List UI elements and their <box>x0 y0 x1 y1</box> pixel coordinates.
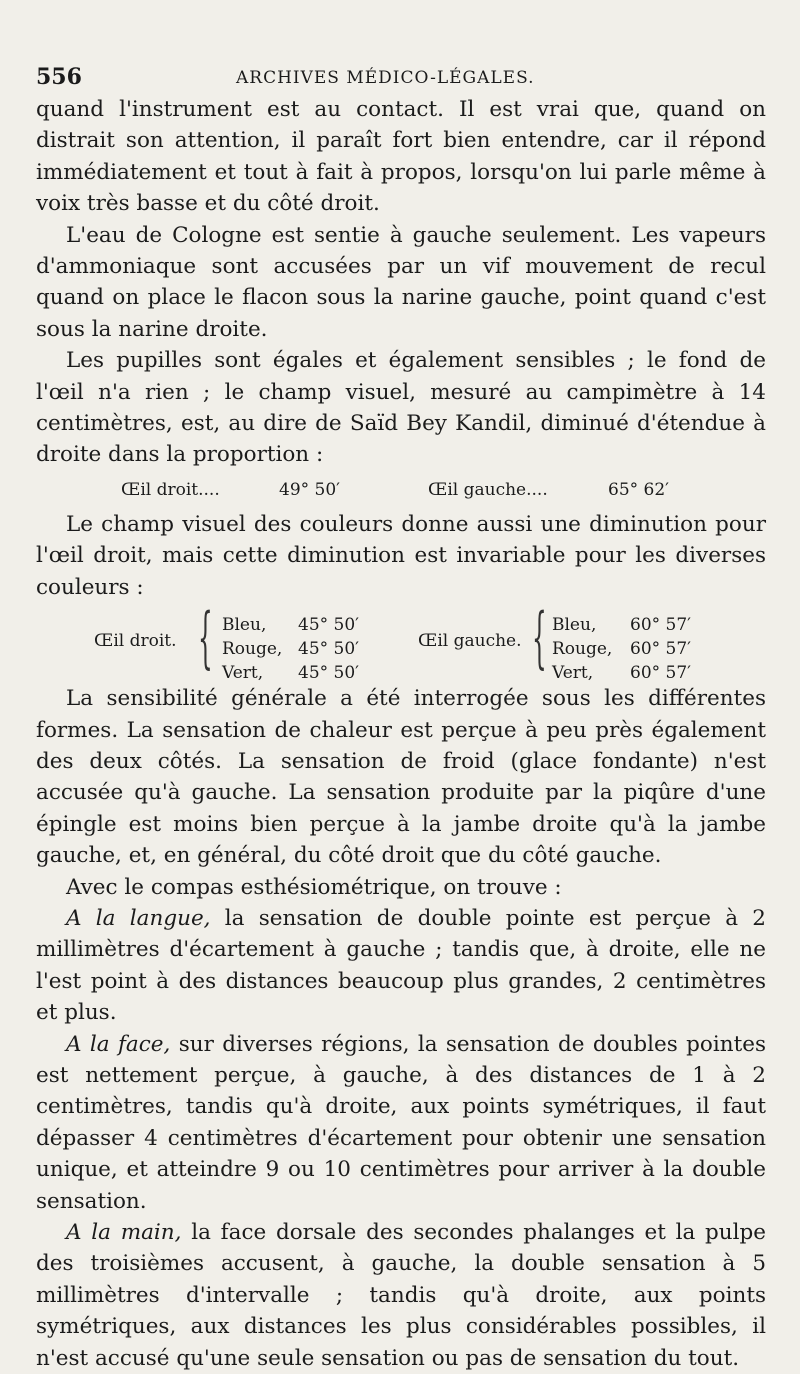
paragraph-4: Le champ visuel des couleurs donne aussi une diminution pour l'œil droit, mais cette diminution est invariable pour les diverses couleurs : <box>36 511 766 600</box>
paragraph-9-text: la face dorsale des secondes phalanges et la pulpe des troisièmes accusent, à gauche, la double sensation à 5 millimètres d'intervalle ; tandis qu'à droite, aux points symétriques, aux distances les plus considérables possibles, il n'est accusé qu'une seule sensation ou pas de sensation du tout. <box>36 1220 767 1371</box>
paragraph-7 <box>36 903 766 1029</box>
paragraph-8-text: sur diverses régions, la sensation de doubles pointes est nettement perçue, à gauche, à des distances de 1 à 2 centimètres, tandis qu'à droite, aux points symétriques, il faut dépasser 4 centimètres d'écartement pour obtenir une sensation unique, et atteindre 9 ou 10 centimètres pour arriver à la double sensation. <box>36 1031 766 1214</box>
right-brace: { <box>198 599 213 677</box>
left-eye-label: Œil gauche.... <box>428 479 548 500</box>
paragraph-8 <box>36 1029 766 1217</box>
page-number: 556 <box>36 64 82 90</box>
paragraph-3: Les pupilles sont égales et également sensibles ; le fond de l'œil n'a rien ; le champ visuel, mesuré au campimètre à 14 centimètres, est, au dire de Saïd Bey Kandil, diminué d'étendue à droite dans la proportion : <box>36 348 766 468</box>
left-value-row-1: 60° 57′ <box>630 639 692 660</box>
paragraph-7-lead: A la langue, <box>66 905 211 931</box>
left-color-row-2: Vert, <box>552 663 594 684</box>
right-eye-color-label: Œil droit. <box>94 631 177 652</box>
right-color-row-0: Bleu, <box>222 615 267 636</box>
left-value-row-2: 60° 57′ <box>630 663 692 684</box>
paragraph-1: quand l'instrument est au contact. Il est vrai que, quand on distrait son attention, il paraît fort bien entendre, car il répond immédiatement et tout à fait à propos, lorsqu'on lui parle même à voix très basse et du côté droit. <box>36 97 766 217</box>
left-color-row-0: Bleu, <box>552 615 597 636</box>
right-value-row-2: 45° 50′ <box>298 663 360 684</box>
left-color-row-1: Rouge, <box>552 639 613 660</box>
right-eye-label: Œil droit.... <box>121 479 220 500</box>
right-color-row-2: Vert, <box>222 663 264 684</box>
left-eye-value: 65° 62′ <box>608 479 670 500</box>
paragraph-9 <box>36 1217 766 1374</box>
color-field-table <box>36 599 766 684</box>
paragraph-6: Avec le compas esthésiométrique, on trouve : <box>66 874 562 900</box>
visual-field-measure <box>36 471 766 509</box>
paragraph-7-text: la sensation de double pointe est perçue à 2 millimètres d'écartement à gauche ; tandis que, à droite, elle ne l'est point à des distances beaucoup plus grandes, 2 centimètres et plus. <box>36 905 766 1026</box>
running-title: ARCHIVES MÉDICO-LÉGALES. <box>236 68 535 88</box>
right-value-row-1: 45° 50′ <box>298 639 360 660</box>
paragraph-8-lead: A la face, <box>66 1031 171 1057</box>
right-color-row-1: Rouge, <box>222 639 283 660</box>
left-brace: { <box>532 599 547 677</box>
left-eye-color-label: Œil gauche. <box>418 631 522 652</box>
left-value-row-0: 60° 57′ <box>630 615 692 636</box>
right-value-row-0: 45° 50′ <box>298 615 360 636</box>
paragraph-5: La sensibilité générale a été interrogée sous les différentes formes. La sensation de chaleur est perçue à peu près également des deux côtés. La sensation de froid (glace fondante) n'est accusée qu'à gauche. La sensation produite par la piqûre d'une épingle est moins bien perçue à la jambe droite qu'à la jambe gauche, et, en général, du côté droit que du côté gauche. <box>36 686 766 869</box>
paragraph-2: L'eau de Cologne est sentie à gauche seulement. Les vapeurs d'ammoniaque sont accusées par un vif mouvement de recul quand on place le flacon sous la narine gauche, point quand c'est sous la narine droite. <box>36 222 766 342</box>
page <box>36 60 766 1374</box>
paragraph-9-lead: A la main, <box>66 1220 182 1245</box>
page-header <box>36 60 766 94</box>
right-eye-value: 49° 50′ <box>279 479 341 500</box>
